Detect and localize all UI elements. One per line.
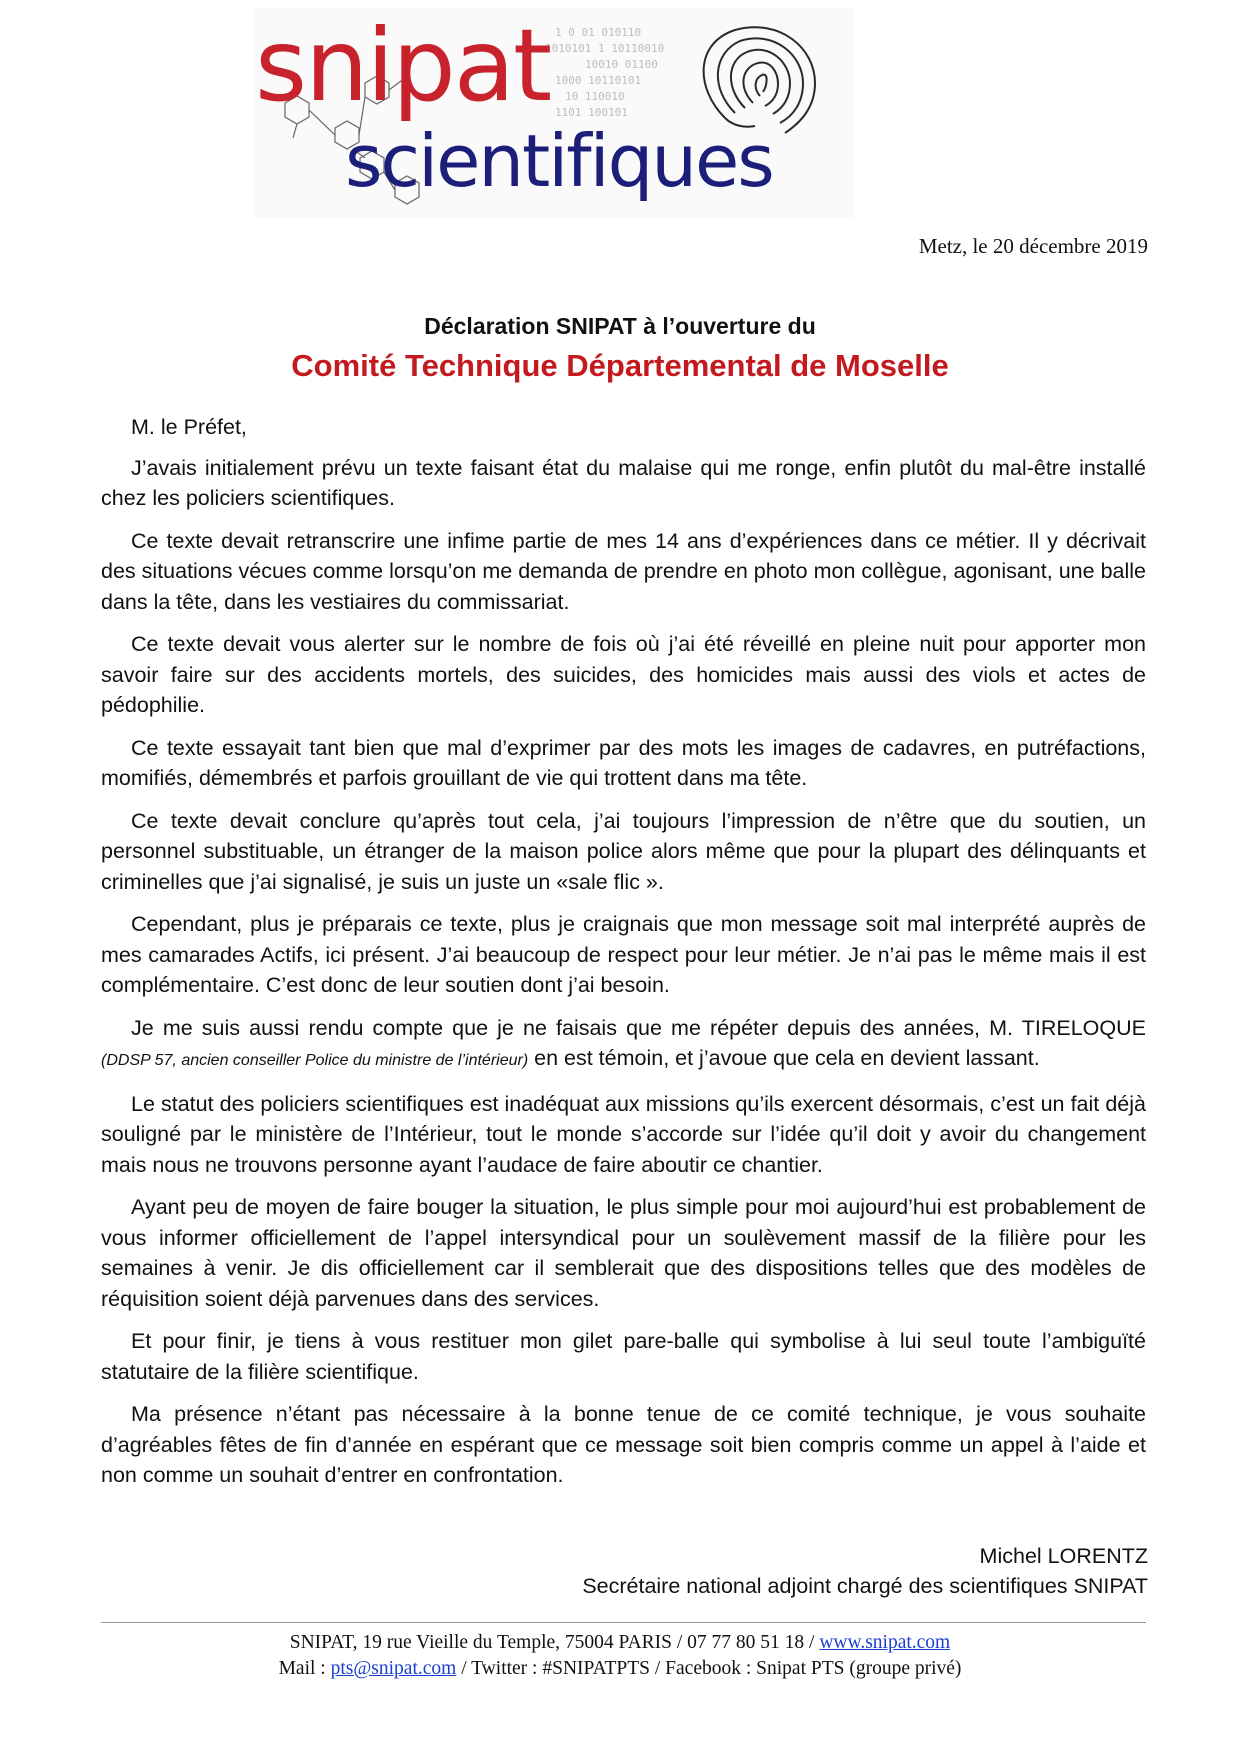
signatory-name: Michel LORENTZ	[979, 1544, 1148, 1568]
svg-text:1010101 1 10110010: 1010101 1 10110010	[545, 42, 665, 55]
paragraph: J’avais initialement prévu un texte faisant état du malaise qui me ronge, enfin plutôt du mal-être installé chez les policiers scientifiques.	[101, 455, 1146, 510]
mail-label: Mail :	[278, 1658, 331, 1679]
paragraph: Ce texte essayait tant bien que mal d’exprimer par des mots les images de cadavres, en putréfactions, momifiés, démembrés et parfois grouillant de vie qui trottent dans ma tête.	[101, 735, 1146, 790]
declaration-heading: Déclaration SNIPAT à l’ouverture du	[424, 313, 816, 339]
svg-text:1000 10110101: 1000 10110101	[555, 74, 642, 87]
paragraph-text: en est témoin, et j’avoue que cela en devient lassant.	[528, 1046, 1040, 1070]
footer	[0, 1630, 1240, 1682]
paragraph: Le statut des policiers scientifiques est inadéquat aux missions qu’ils exercent désormais, c’est un fait déjà souligné par le ministère de l’Intérieur, tout le monde s’accorde sur l’idée qu’il doit y avoir du changement mais nous ne trouvons personne ayant l’audace de faire aboutir ce chantier.	[101, 1091, 1146, 1177]
svg-text:1101 100101: 1101 100101	[555, 106, 628, 119]
committee-title: Comité Technique Départemental de Moselle	[291, 348, 949, 383]
letter-body	[101, 412, 1146, 1503]
paragraph: Et pour finir, je tiens à vous restituer mon gilet pare-balle qui symbolise à lui seul toute l’ambiguïté statutaire de la filière scientifique.	[101, 1329, 1146, 1384]
paragraph: Ce texte devait conclure qu’après tout cela, j’ai toujours l’impression de n’être que du soutien, un personnel substituable, un étranger de la maison police alors même que pour la plupart des délinquants et criminelles que j’ai signalisé, je suis un juste un «sale flic ».	[101, 808, 1146, 894]
parenthetical-note: (DDSP 57, ancien conseiller Police du ministre de l’intérieur)	[101, 1052, 529, 1069]
paragraph: Ma présence n’étant pas nécessaire à la bonne tenue de ce comité technique, je vous souhaite d’agréables fêtes de fin d’année en espérant que ce message soit bien compris comme un appel à l’aide et non comme un souhait d’entrer en confrontation.	[101, 1402, 1146, 1487]
signatory-title: Secrétaire national adjoint chargé des scientifiques SNIPAT	[582, 1574, 1148, 1598]
footer-divider	[101, 1622, 1146, 1623]
paragraph: Ce texte devait vous alerter sur le nombre de fois où j’ai été réveillé en pleine nuit pour apporter mon savoir faire sur des accidents mortels, des suicides, des homicides mais aussi des viols et actes de pédophilie.	[101, 632, 1146, 717]
svg-text:1 0 01 010110: 1 0 01 010110	[555, 26, 642, 39]
paragraph-text: Je me suis aussi rendu compte que je ne faisais que me répéter depuis des années, M. TIRELOQUE	[131, 1015, 1146, 1040]
snipat-logo	[255, 8, 855, 218]
logo-snipat-text: snipat	[255, 8, 551, 124]
paragraph: Cependant, plus je préparais ce texte, plus je craignais que mon message soit mal interprété auprès de mes camarades Actifs, ici présent. J’ai beaucoup de respect pour leur métier. Je n’ai pas le même mais il est complémentaire. C’est donc de leur soutien dont j’ai besoin.	[101, 912, 1146, 997]
salutation: M. le Préfet,	[131, 415, 247, 439]
footer-address: SNIPAT, 19 rue Vieille du Temple, 75004 PARIS / 07 77 80 51 18 /	[289, 1632, 820, 1653]
logo-scientifiques-text: scientifiques	[345, 119, 773, 203]
paragraph: Ayant peu de moyen de faire bouger la situation, le plus simple pour moi aujourd’hui est probablement de vous informer officiellement de l’appel intersyndical pour un soulèvement massif de la filière pour les semaines à venir. Je dis officiellement car il semblerait que des dispositions telles que des modèles de réquisition soient déjà parvenues dans des services.	[101, 1195, 1146, 1311]
paragraph	[101, 1013, 1146, 1077]
letter-date: Metz, le 20 décembre 2019	[918, 234, 1148, 258]
signature-block	[582, 1541, 1148, 1601]
paragraph: Ce texte devait retranscrire une infime partie de mes 14 ans d’expériences dans ce métier. Il y décrivait des situations vécues comme lorsqu’on me demanda de prendre en photo mon collègue, agonisant, une balle dans la tête, dans les vestiaires du commissariat.	[101, 528, 1146, 614]
svg-text:10010 01100: 10010 01100	[585, 58, 658, 71]
svg-text:10 110010: 10 110010	[565, 90, 625, 103]
email-link[interactable]: pts@snipat.com	[330, 1658, 457, 1679]
website-link[interactable]: www.snipat.com	[819, 1632, 951, 1653]
social-info: / Twitter : #SNIPATPTS / Facebook : Snipat PTS (groupe privé)	[456, 1658, 962, 1679]
footer-line-1	[0, 1630, 1240, 1656]
footer-line-2	[0, 1656, 1240, 1682]
